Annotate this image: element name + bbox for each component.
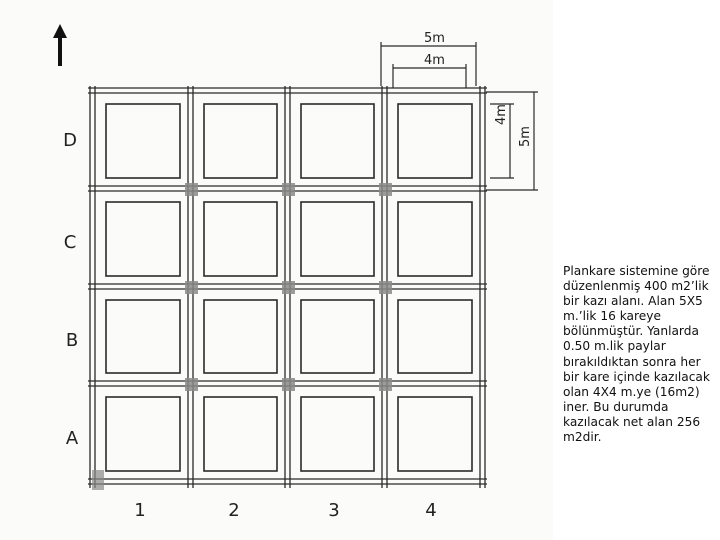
excavation-square xyxy=(106,104,180,178)
column-label-4: 4 xyxy=(425,500,437,521)
peg-marker xyxy=(282,183,295,196)
excavation-square xyxy=(398,104,472,178)
peg-marker xyxy=(282,281,295,294)
excavation-square xyxy=(398,300,472,373)
excavation-square xyxy=(301,300,374,373)
peg-marker xyxy=(379,378,392,391)
column-label-2: 2 xyxy=(228,500,240,521)
excavation-square xyxy=(204,202,277,276)
dimension-label-inner-height: 4m xyxy=(494,104,509,125)
dimension-label-outer-height: 5m xyxy=(518,126,533,147)
dimension-label-outer-width: 5m xyxy=(424,31,445,46)
dimension-label-inner-width: 4m xyxy=(424,53,445,68)
row-label-a: A xyxy=(65,428,79,449)
row-label-b: B xyxy=(65,330,79,351)
peg-marker-corner xyxy=(92,470,104,490)
row-label-c: C xyxy=(63,232,77,253)
excavation-square xyxy=(106,300,180,373)
excavation-square xyxy=(398,397,472,471)
caption-text: Plankare sistemine göre düzenlenmiş 400 m2’lik bir kazı alanı. Alan 5X5 m.’lik 16 kareye bölünmüştür. Yanlarda 0.50 m.lik paylar bırakıldıktan sonra her bir kare içinde kazılacak olan 4X4 m.ye (16m2) iner. Bu durumda kazılacak net alan 256 m2dir. xyxy=(563,264,710,445)
row-label-d: D xyxy=(63,130,77,151)
peg-marker xyxy=(185,378,198,391)
excavation-square xyxy=(204,300,277,373)
column-label-3: 3 xyxy=(328,500,340,521)
excavation-square xyxy=(301,104,374,178)
peg-marker xyxy=(379,183,392,196)
peg-marker xyxy=(379,281,392,294)
column-label-1: 1 xyxy=(134,500,146,521)
excavation-square xyxy=(204,104,277,178)
excavation-square xyxy=(398,202,472,276)
excavation-square xyxy=(204,397,277,471)
peg-marker xyxy=(185,183,198,196)
excavation-square xyxy=(301,397,374,471)
excavation-square xyxy=(106,397,180,471)
excavation-square xyxy=(106,202,180,276)
excavation-square xyxy=(301,202,374,276)
peg-marker xyxy=(282,378,295,391)
north-arrow-icon xyxy=(53,24,67,38)
peg-marker xyxy=(185,281,198,294)
